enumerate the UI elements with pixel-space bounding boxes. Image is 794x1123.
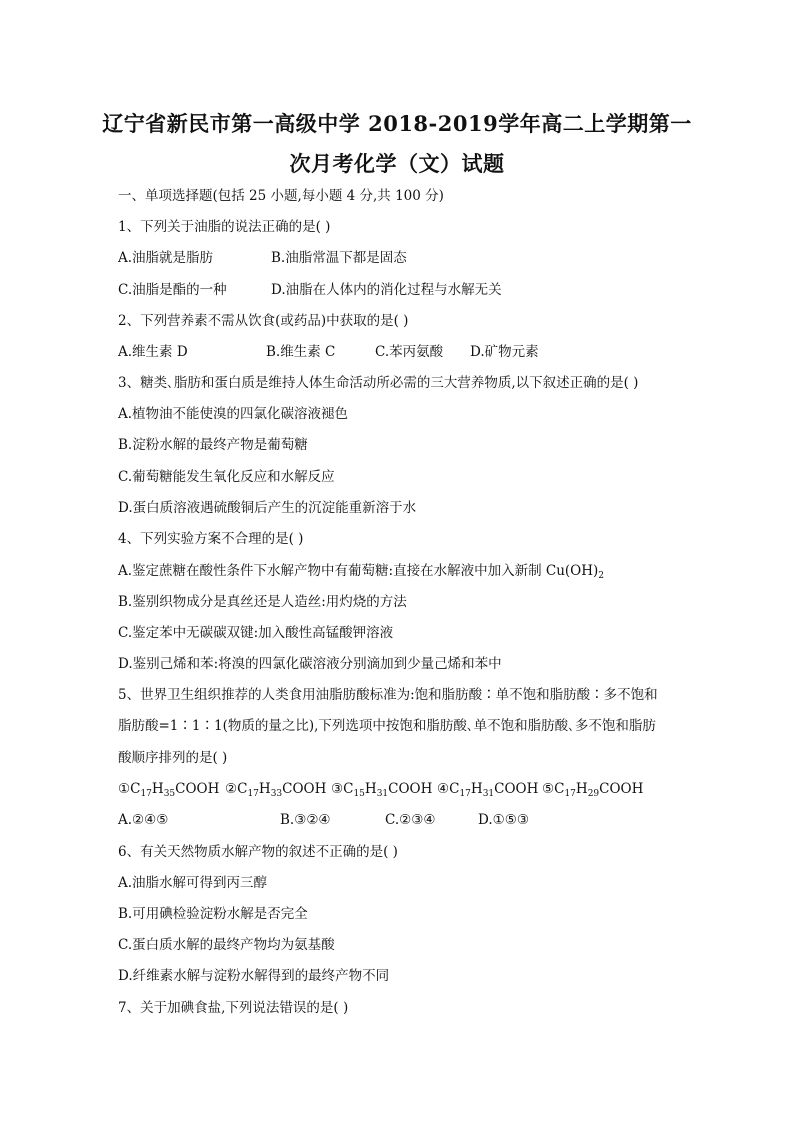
q4-stem: 4、下列实验方案不合理的是( ) [118, 531, 304, 547]
q1-option-c: C.油脂是酯的一种 [118, 282, 227, 298]
q6-option-a: A.油脂水解可得到丙三醇 [118, 875, 268, 891]
q3-stem: 3、糖类､脂肪和蛋白质是维持人体生命活动所必需的三大营养物质,以下叙述正确的是( ) [118, 375, 639, 391]
q5-formula-4: $④C_{17}H_{31}COOH$ [437, 781, 539, 799]
q1-stem: 1、下列关于油脂的说法正确的是( ) [118, 219, 331, 235]
q3-option-c: C.葡萄糖能发生氧化反应和水解反应 [118, 469, 335, 485]
q5-stem-line-1: 5、世界卫生组织推荐的人类食用油脂肪酸标准为:饱和脂肪酸∶单不饱和脂肪酸∶多不饱和 [118, 687, 658, 703]
q5-option-d: D.①⑤③ [478, 812, 529, 828]
q5-option-c: C.②③④ [385, 812, 436, 828]
q2-option-c: C.苯丙氨酸 [375, 344, 444, 360]
q5-formula-1: $①C_{17}H_{35}COOH$ [118, 781, 220, 799]
section-heading: 一、单项选择题(包括 25 小题,每小题 4 分,共 100 分) [118, 188, 444, 204]
q5-formula-5: $⑤C_{17}H_{29}COOH$ [542, 781, 644, 799]
title-line-2: 次月考化学（文）试题 [289, 151, 505, 176]
q4-option-a-text: A.鉴定蔗糖在酸性条件下水解产物中有葡萄糖:直接在水解液中加入新制 Cu(OH) [118, 563, 599, 579]
q5-formula-3: $③C_{15}H_{31}COOH$ [331, 781, 433, 799]
q1-option-a: A.油脂就是脂肪 [118, 250, 214, 266]
q1-option-b: B.油脂常温下都是固态 [271, 250, 407, 266]
q5-stem-line-2: 脂肪酸=1∶1∶1(物质的量之比),下列选项中按饱和脂肪酸､单不饱和脂肪酸､多不饱和脂肪 [118, 718, 656, 734]
q2-option-a: A.维生素 D [118, 344, 188, 360]
q4-option-c: C.鉴定苯中无碳碳双键:加入酸性高锰酸钾溶液 [118, 625, 394, 641]
q2-option-b: B.维生素 C [266, 344, 336, 360]
q6-option-b: B.可用碘检验淀粉水解是否完全 [118, 906, 308, 922]
q6-option-d: D.纤维素水解与淀粉水解得到的最终产物不同 [118, 968, 390, 984]
q4-option-a-subscript: 2 [598, 571, 605, 581]
q3-option-b: B.淀粉水解的最终产物是葡萄糖 [118, 437, 308, 453]
q2-stem: 2、下列营养素不需从饮食(或药品)中获取的是( ) [118, 313, 409, 329]
q7-stem: 7、关于加碘食盐,下列说法错误的是( ) [118, 1000, 349, 1016]
title-line-1: 辽宁省新民市第一高级中学 2018-2019学年高二上学期第一 [102, 111, 692, 136]
q5-stem-line-3: 酸顺序排列的是( ) [118, 750, 228, 766]
q4-option-a [118, 562, 604, 580]
q5-formula-2: $②C_{17}H_{33}COOH$ [225, 781, 327, 799]
q1-option-d: D.油脂在人体内的消化过程与水解无关 [271, 282, 502, 298]
q5-option-b: B.③②④ [280, 812, 331, 828]
q6-option-c: C.蛋白质水解的最终产物均为氨基酸 [118, 937, 335, 953]
q3-option-a: A.植物油不能使溴的四氯化碳溶液褪色 [118, 406, 349, 422]
q5-option-a: A.②④⑤ [118, 812, 169, 828]
q2-option-d: D.矿物元素 [470, 344, 539, 360]
q6-stem: 6、有关天然物质水解产物的叙述不正确的是( ) [118, 844, 398, 860]
q3-option-d: D.蛋白质溶液遇硫酸铜后产生的沉淀能重新溶于水 [118, 500, 417, 516]
q4-option-b: B.鉴别织物成分是真丝还是人造丝:用灼烧的方法 [118, 594, 407, 610]
q4-option-d: D.鉴别己烯和苯:将溴的四氯化碳溶液分别滴加到少量己烯和苯中 [118, 656, 502, 672]
